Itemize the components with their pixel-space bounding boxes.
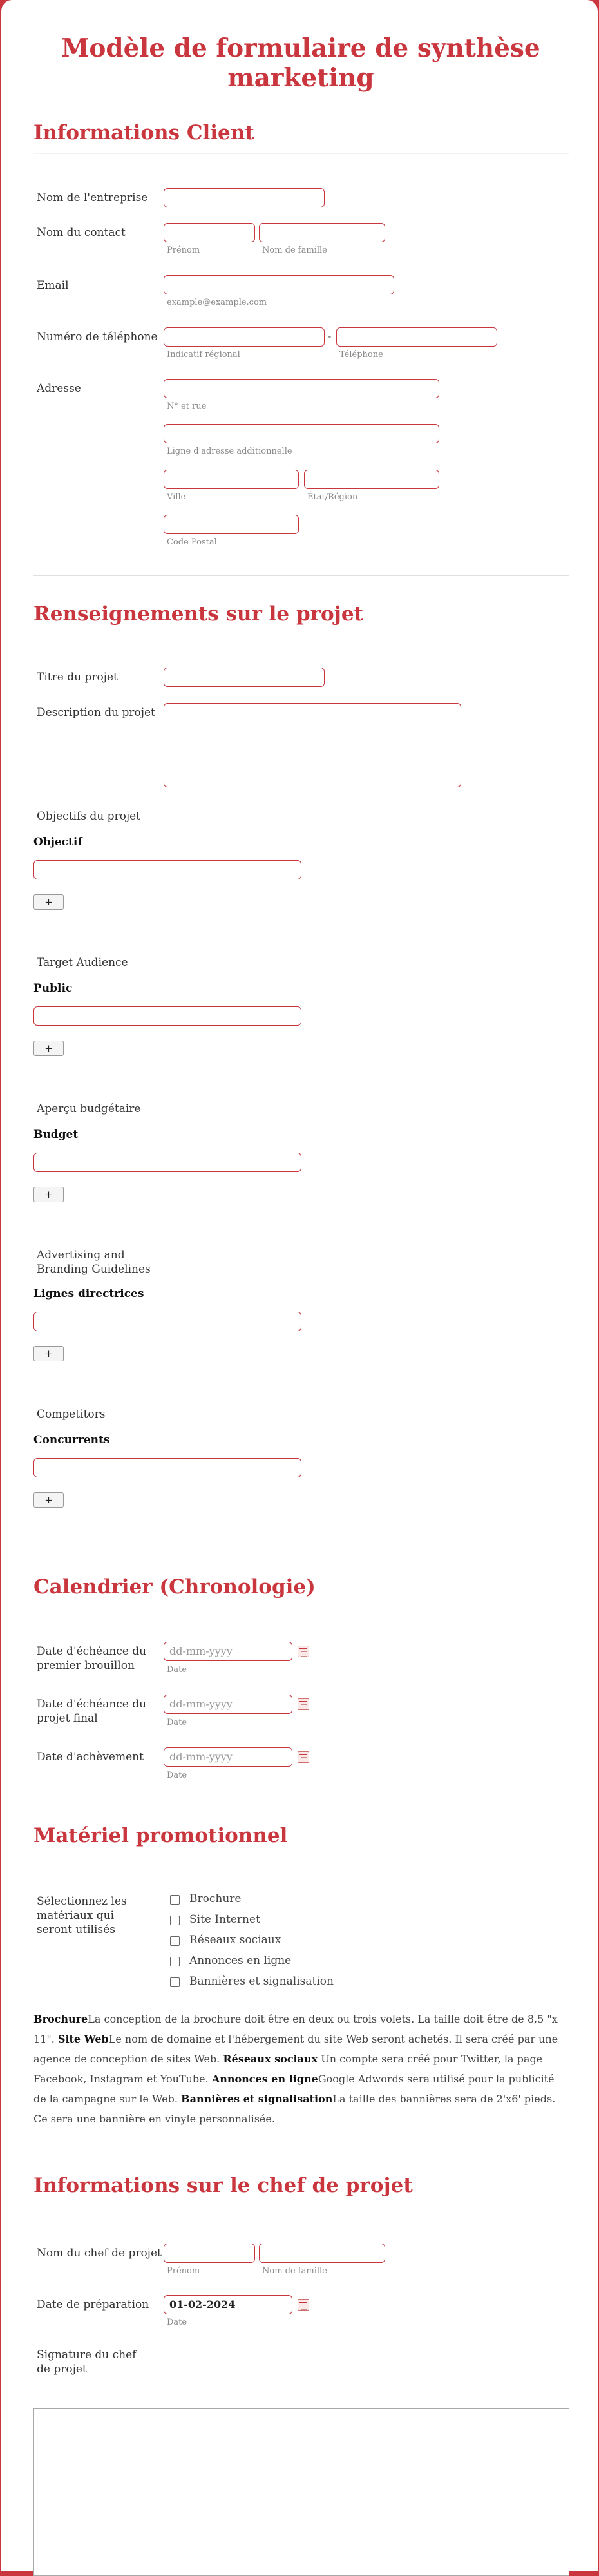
city-input[interactable]: [164, 470, 299, 489]
detail-text: La taille des bannières sera de 2'x6' pieds. Ce sera une bannière en vinyle personnalisée.: [33, 2093, 556, 2125]
detail-head: Brochure: [33, 2013, 88, 2025]
option-label: Brochure: [189, 1892, 242, 1905]
completion-label: Date d'achèvement: [37, 1751, 144, 1764]
street-sub: N° et rue: [167, 401, 207, 411]
option-label: Site Internet: [189, 1913, 260, 1926]
divider: [33, 153, 569, 154]
last-name-sub: Nom de famille: [262, 245, 327, 255]
first-draft-label: Date d'échéance du premier brouillon: [37, 1645, 147, 1672]
phone-dash: -: [328, 330, 332, 342]
street2-sub: Ligne d'adresse additionnelle: [167, 447, 292, 456]
objective-input[interactable]: [33, 860, 301, 879]
form-title: Modèle de formulaire de synthèse marketing: [61, 34, 540, 93]
company-label: Nom de l'entreprise: [37, 191, 148, 204]
completion-date-input[interactable]: dd-mm-yyyy: [164, 1747, 292, 1767]
date-sub: Date: [167, 2318, 187, 2327]
description-label: Description du projet: [37, 706, 155, 719]
checkbox[interactable]: [170, 1936, 180, 1946]
email-sub: example@example.com: [167, 298, 267, 307]
final-draft-label: Date d'échéance du projet final: [37, 1698, 147, 1725]
last-name-sub: Nom de famille: [262, 2266, 327, 2276]
detail-text: La conception de la brochure doit être en deux ou trois volets. La taille doit être de 8,5 "x 11".: [33, 2013, 558, 2045]
first-name-sub: Prénom: [167, 2266, 200, 2276]
budget-input[interactable]: [33, 1153, 301, 1172]
guidelines-input[interactable]: [33, 1312, 301, 1331]
street-input[interactable]: [164, 379, 439, 398]
objectives-label: Objectifs du projet: [37, 810, 141, 823]
email-input[interactable]: [164, 275, 394, 294]
checkbox[interactable]: [170, 1957, 180, 1966]
contact-label: Nom du contact: [37, 226, 126, 239]
section-title-project: Renseignements sur le projet: [33, 602, 363, 626]
calendar-icon[interactable]: [298, 1698, 309, 1710]
final-date-input[interactable]: dd-mm-yyyy: [164, 1695, 292, 1714]
section-title-promo: Matériel promotionnel: [33, 1824, 288, 1847]
section-title-client: Informations Client: [33, 121, 254, 144]
street2-input[interactable]: [164, 424, 439, 443]
date-sub: Date: [167, 1718, 187, 1727]
detail-text: Google Adwords sera utilisé pour la publicité de la campagne sur le Web.: [33, 2073, 555, 2105]
address-label: Adresse: [37, 382, 81, 395]
detail-head: Site Web: [57, 2033, 109, 2045]
guidelines-label: Advertising and Branding Guidelines: [37, 1249, 151, 1276]
materials-label: Sélectionnez les matériaux qui seront utilisés: [37, 1895, 127, 1936]
section-title-manager: Informations sur le chef de projet: [33, 2174, 413, 2197]
add-objective-button[interactable]: +: [33, 894, 64, 910]
prep-date-label: Date de préparation: [37, 2298, 149, 2311]
objective-field-label: Objectif: [33, 836, 82, 849]
calendar-icon[interactable]: [298, 1646, 309, 1657]
add-audience-button[interactable]: +: [33, 1041, 64, 1056]
area-code-sub: Indicatif régional: [167, 350, 240, 360]
add-competitors-button[interactable]: +: [33, 1492, 64, 1508]
budget-field-label: Budget: [33, 1128, 79, 1141]
detail-head: Bannières et signalisation: [181, 2093, 333, 2105]
option-label: Réseaux sociaux: [189, 1934, 281, 1946]
calendar-icon[interactable]: [298, 1751, 309, 1763]
divider: [33, 575, 569, 576]
checkbox[interactable]: [170, 1895, 180, 1905]
checkbox[interactable]: [170, 1977, 180, 1987]
company-input[interactable]: [164, 188, 325, 207]
postal-input[interactable]: [164, 515, 299, 534]
signature-label: Signature du chef de projet: [37, 2349, 137, 2376]
detail-text: Le nom de domaine et l'hébergement du site Web seront achetés. Il sera créé par une agence de conception de sites Web.: [33, 2033, 558, 2065]
checkbox[interactable]: [170, 1916, 180, 1925]
calendar-icon[interactable]: [298, 2299, 309, 2311]
add-budget-button[interactable]: +: [33, 1187, 64, 1202]
detail-head: Annonces en ligne: [211, 2073, 318, 2085]
description-textarea[interactable]: [164, 703, 461, 787]
manager-last-name-input[interactable]: [259, 2244, 385, 2263]
add-guidelines-button[interactable]: +: [33, 1346, 64, 1361]
date-sub: Date: [167, 1771, 187, 1780]
manager-first-name-input[interactable]: [164, 2244, 255, 2263]
detail-text: Un compte sera créé pour Twitter, la page Facebook, Instagram et YouTube.: [33, 2053, 543, 2085]
competitors-field-label: Concurrents: [33, 1434, 110, 1447]
audience-input[interactable]: [33, 1006, 301, 1026]
state-sub: État/Région: [307, 492, 358, 502]
email-label: Email: [37, 279, 69, 292]
competitors-input[interactable]: [33, 1458, 301, 1477]
manager-name-label: Nom du chef de projet: [37, 2247, 162, 2260]
option-label: Bannières et signalisation: [189, 1975, 334, 1988]
project-title-input[interactable]: [164, 668, 325, 687]
competitors-label: Competitors: [37, 1408, 106, 1421]
phone-input[interactable]: [336, 327, 497, 347]
date-sub: Date: [167, 1665, 187, 1675]
contact-first-name-input[interactable]: [164, 223, 255, 242]
contact-last-name-input[interactable]: [259, 223, 385, 242]
project-title-label: Titre du projet: [37, 671, 118, 684]
phone-label: Numéro de téléphone: [37, 331, 158, 343]
audience-label: Target Audience: [37, 956, 128, 969]
audience-field-label: Public: [33, 982, 73, 995]
area-code-input[interactable]: [164, 327, 325, 347]
detail-head: Réseaux sociaux: [223, 2053, 318, 2065]
first-draft-date-input[interactable]: dd-mm-yyyy: [164, 1642, 292, 1661]
guidelines-field-label: Lignes directrices: [33, 1287, 144, 1300]
city-sub: Ville: [167, 492, 186, 502]
section-title-timeline: Calendrier (Chronologie): [33, 1575, 316, 1599]
signature-pad[interactable]: [33, 2408, 569, 2576]
state-input[interactable]: [304, 470, 439, 489]
budget-label: Aperçu budgétaire: [37, 1102, 141, 1115]
first-name-sub: Prénom: [167, 245, 200, 255]
prep-date-input[interactable]: 01-02-2024: [164, 2295, 292, 2314]
phone-sub: Téléphone: [339, 350, 383, 360]
materials-description: [33, 2009, 569, 2129]
postal-sub: Code Postal: [167, 537, 217, 547]
option-label: Annonces en ligne: [189, 1954, 292, 1967]
